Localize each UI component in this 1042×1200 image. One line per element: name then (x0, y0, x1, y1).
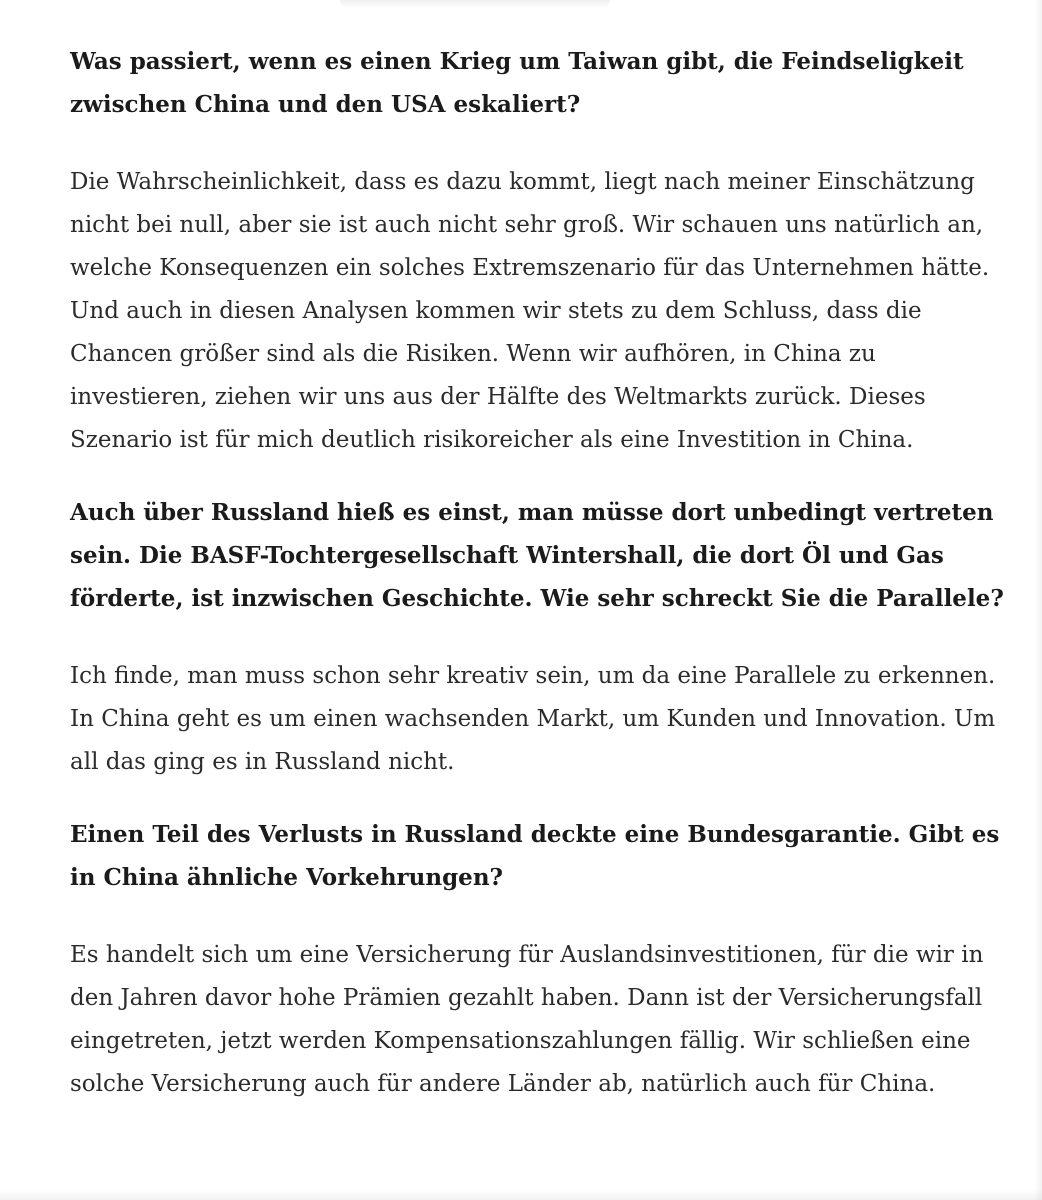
top-edge-shadow (340, 0, 610, 8)
article-body (70, 40, 1020, 1135)
interview-answer-guarantee: Es handelt sich um eine Versicherung für Auslandsinvestitionen, für die wir in den Jahren davor hohe Prämien gezahlt haben. Dann ist der Versicherungsfall eingetreten, jetzt werden Kompensationszahlungen fällig. Wir schließen eine solche Versicherung auch für andere Länder ab, natürlich auch für China. (70, 942, 984, 1097)
bottom-edge-shadow (0, 1190, 1042, 1200)
interview-answer-taiwan: Die Wahrscheinlichkeit, dass es dazu kommt, liegt nach meiner Einschätzung nicht bei null, aber sie ist auch nicht sehr groß. Wir schauen uns natürlich an, welche Konsequenzen ein solches Extremszenario für das Unternehmen hätte. Und auch in diesen Analysen kommen wir stets zu dem Schluss, dass die Chancen größer sind als die Risiken. Wenn wir aufhören, in China zu investieren, ziehen wir uns aus der Hälfte des Weltmarkts zurück. Dieses Szenario ist für mich deutlich risikoreicher als eine Investition in China. (70, 169, 990, 453)
interview-question-russia: Auch über Russland hieß es einst, man müsse dort unbedingt vertreten sein. Die BASF-Tochtergesellschaft Wintershall, die dort Öl und Gas förderte, ist inzwischen Geschichte. Wie sehr schreckt Sie die Parallele? (70, 499, 1004, 612)
interview-answer-russia: Ich finde, man muss schon sehr kreativ sein, um da eine Parallele zu erkennen. In China geht es um einen wachsenden Markt, um Kunden und Innovation. Um all das ging es in Russland nicht. (70, 663, 996, 775)
interview-question-taiwan: Was passiert, wenn es einen Krieg um Taiwan gibt, die Feindseligkeit zwischen China und den USA eskaliert? (70, 48, 964, 118)
interview-question-guarantee: Einen Teil des Verlusts in Russland deckte eine Bundesgarantie. Gibt es in China ähnliche Vorkehrungen? (70, 821, 1000, 891)
right-edge-shadow (1034, 0, 1042, 1200)
